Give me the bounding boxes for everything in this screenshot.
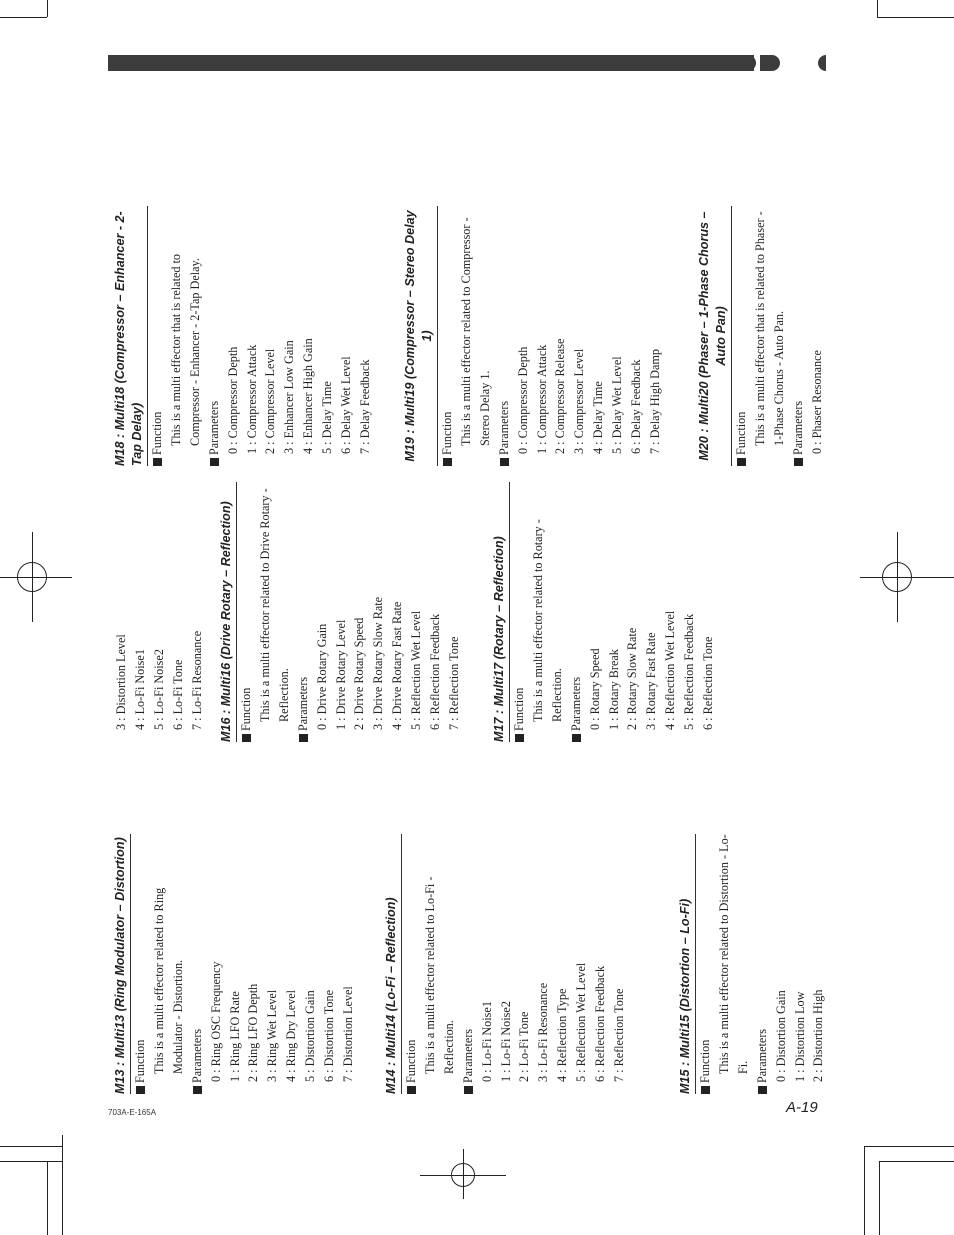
crop-mark xyxy=(0,17,47,18)
parameter-item: 4 : Ring Dry Level xyxy=(284,989,299,1082)
function-label: Function xyxy=(131,834,150,1094)
rotated-content xyxy=(112,94,912,1094)
section-m18 xyxy=(112,206,375,466)
square-bullet-icon xyxy=(407,1086,416,1094)
square-bullet-icon xyxy=(758,1086,767,1094)
crop-mark xyxy=(879,1161,880,1235)
square-bullet-icon xyxy=(136,1086,145,1094)
parameter-item: 1 : Compressor Attack xyxy=(534,344,549,454)
square-bullet-icon xyxy=(737,458,746,466)
parameter-item: 5 : Delay Wet Level xyxy=(610,356,625,454)
function-text: This is a multi effector that is related to Phaser - 1-Phase Chorus - Auto Pan. xyxy=(752,211,786,446)
crop-mark xyxy=(879,1161,954,1162)
square-bullet-icon xyxy=(242,734,251,742)
section-title: M18 : Multi18 (Compressor – Enhancer - 2-Tap Delay) xyxy=(112,206,148,466)
parameter-item: 1 : Ring LFO Rate xyxy=(227,991,242,1082)
parameter-item: 6 : Distortion Tone xyxy=(322,989,337,1082)
parameters-label: Parameters xyxy=(789,206,808,466)
section-m17 xyxy=(491,482,718,742)
function-text: This is a multi effector that is related to Compressor - Enhancer - 2-Tap Delay. xyxy=(168,253,202,446)
square-bullet-icon xyxy=(153,458,162,466)
parameter-item: 5 : Reflection Feedback xyxy=(682,613,697,730)
square-bullet-icon xyxy=(794,458,803,466)
section-m16 xyxy=(218,482,464,742)
parameter-item: 7 : Lo-Fi Resonance xyxy=(189,630,204,730)
parameter-item: 5 : Reflection Wet Level xyxy=(574,962,589,1082)
square-bullet-icon xyxy=(464,1086,473,1094)
crop-mark xyxy=(0,1161,62,1162)
section-title: M13 : Multi13 (Ring Modulator – Distortion) xyxy=(112,834,131,1094)
parameters-label: Parameters xyxy=(567,482,586,742)
parameter-item: 3 : Compressor Level xyxy=(572,348,587,454)
parameter-item: 1 : Distortion Low xyxy=(792,991,807,1082)
parameters-label: Parameters xyxy=(459,834,478,1094)
parameter-item: 1 : Compressor Attack xyxy=(244,344,259,454)
parameter-item: 3 : Lo-Fi Resonance xyxy=(536,982,551,1082)
parameter-item: 4 : Reflection Type xyxy=(555,988,570,1082)
section-m15 xyxy=(677,834,828,1094)
section-title: M14 : Multi14 (Lo-Fi – Reflection) xyxy=(383,834,402,1094)
parameter-item: 1 : Drive Rotary Level xyxy=(333,619,348,730)
section-m14 xyxy=(383,834,629,1094)
section-title: M20 : Multi20 (Phaser – 1-Phase Chorus – Auto Pan) xyxy=(696,206,732,466)
crop-mark xyxy=(0,1146,62,1147)
section-title: M19 : Multi19 (Compressor – Stereo Delay 1) xyxy=(402,206,438,466)
crop-mark xyxy=(864,1146,865,1235)
parameter-item: 2 : Drive Rotary Speed xyxy=(352,617,367,730)
parameter-item: 6 : Reflection Feedback xyxy=(428,613,443,730)
crop-mark xyxy=(62,1135,63,1235)
square-bullet-icon xyxy=(299,734,308,742)
parameter-item: 5 : Distortion Gain xyxy=(303,990,318,1082)
function-text: This is a multi effector related to Distortion - Lo-Fi. xyxy=(716,834,750,1074)
square-bullet-icon xyxy=(193,1086,202,1094)
parameter-item: 2 : Ring LFO Depth xyxy=(246,983,261,1082)
parameter-item: 6 : Reflection Feedback xyxy=(593,965,608,1082)
parameter-list xyxy=(586,482,718,742)
parameter-item: 6 : Delay Wet Level xyxy=(339,356,354,454)
section-title: M16 : Multi16 (Drive Rotary – Reflection) xyxy=(218,482,237,742)
parameters-label: Parameters xyxy=(205,206,224,466)
page-number: A-19 xyxy=(786,1099,818,1116)
section-m19 xyxy=(402,206,665,466)
parameter-item: 4 : Delay Time xyxy=(591,381,606,454)
parameter-item: 3 : Enhancer Low Gain xyxy=(282,340,297,454)
parameter-list xyxy=(207,834,358,1094)
parameter-list xyxy=(112,482,207,742)
parameter-item: 4 : Reflection Wet Level xyxy=(663,610,678,730)
parameter-item: 0 : Compressor Depth xyxy=(515,346,530,454)
parameter-item: 7 : Reflection Tone xyxy=(611,988,626,1082)
parameter-item: 0 : Rotary Speed xyxy=(587,648,602,730)
parameter-item: 0 : Phaser Resonance xyxy=(809,350,824,454)
parameter-item: 5 : Lo-Fi Noise2 xyxy=(151,649,166,730)
parameter-item: 4 : Lo-Fi Noise1 xyxy=(132,649,147,730)
section-m20 xyxy=(696,206,827,466)
function-label: Function xyxy=(696,834,715,1094)
square-bullet-icon xyxy=(500,458,509,466)
parameter-item: 2 : Rotary Slow Rate xyxy=(625,627,640,730)
function-label: Function xyxy=(510,482,529,742)
square-bullet-icon xyxy=(210,458,219,466)
function-label: Function xyxy=(732,206,751,466)
square-bullet-icon xyxy=(701,1086,710,1094)
parameter-item: 3 : Ring Wet Level xyxy=(265,989,280,1082)
parameter-item: 7 : Delay High Damp xyxy=(647,349,662,454)
parameter-item: 6 : Lo-Fi Tone xyxy=(170,659,185,730)
parameter-list xyxy=(772,834,829,1094)
section-m13 xyxy=(112,834,358,1094)
crop-mark xyxy=(864,1146,954,1147)
header-pill xyxy=(760,55,780,71)
parameter-item: 2 : Lo-Fi Tone xyxy=(517,1011,532,1082)
crop-mark xyxy=(877,0,878,17)
crop-mark xyxy=(47,1161,48,1235)
parameter-item: 2 : Compressor Release xyxy=(553,338,568,454)
parameters-label: Parameters xyxy=(753,834,772,1094)
parameter-item: 3 : Rotary Fast Rate xyxy=(644,632,659,730)
registration-mark-icon xyxy=(32,532,33,622)
parameter-item: 7 : Reflection Tone xyxy=(446,636,461,730)
parameter-item: 3 : Distortion Level xyxy=(114,634,128,730)
function-label: Function xyxy=(148,206,167,466)
header-bar xyxy=(108,55,754,71)
parameter-list xyxy=(514,206,665,466)
function-text: This is a multi effector related to Rotary - Reflection. xyxy=(530,519,564,722)
parameter-item: 2 : Compressor Level xyxy=(263,348,278,454)
registration-mark-icon xyxy=(463,1149,464,1199)
parameter-item: 3 : Drive Rotary Slow Rate xyxy=(371,596,386,730)
parameter-item: 5 : Delay Time xyxy=(320,381,335,454)
parameter-item: 0 : Distortion Gain xyxy=(773,990,788,1082)
parameter-item: 1 : Lo-Fi Noise2 xyxy=(498,1001,513,1082)
function-label: Function xyxy=(438,206,457,466)
registration-mark-icon xyxy=(0,577,72,578)
function-text: This is a multi effector related to Ring Modulator - Distortion. xyxy=(151,887,185,1074)
parameter-item: 1 : Rotary Break xyxy=(606,649,621,730)
parameter-list xyxy=(313,482,464,742)
parameter-item: 4 : Drive Rotary Fast Rate xyxy=(390,601,405,730)
parameter-item: 0 : Compressor Depth xyxy=(225,346,240,454)
document-code: 703A-E-165A xyxy=(108,1108,157,1117)
parameter-item: 7 : Delay Feedback xyxy=(357,359,372,454)
parameter-list xyxy=(224,206,375,466)
header-pill xyxy=(740,55,756,71)
parameter-item: 6 : Delay Feedback xyxy=(629,359,644,454)
parameters-label: Parameters xyxy=(294,482,313,742)
square-bullet-icon xyxy=(572,734,581,742)
parameter-item: 4 : Enhancer High Gain xyxy=(301,338,316,454)
function-text: This is a multi effector related to Compressor - Stereo Delay 1. xyxy=(458,217,492,446)
header-pill xyxy=(818,55,826,71)
parameter-list xyxy=(808,206,827,466)
parameter-list xyxy=(478,834,629,1094)
function-label: Function xyxy=(237,482,256,742)
square-bullet-icon xyxy=(443,458,452,466)
parameter-item: 7 : Distortion Level xyxy=(340,986,355,1082)
function-text: This is a multi effector related to Lo-Fi - Reflection. xyxy=(422,876,456,1074)
parameter-item: 0 : Drive Rotary Gain xyxy=(314,623,329,730)
parameter-item: 6 : Reflection Tone xyxy=(701,636,716,730)
square-bullet-icon xyxy=(515,734,524,742)
parameter-item: 5 : Reflection Wet Level xyxy=(409,610,424,730)
parameter-item: 2 : Distortion High xyxy=(811,989,826,1082)
crop-mark xyxy=(47,0,48,17)
parameter-item: 0 : Lo-Fi Noise1 xyxy=(479,1001,494,1082)
crop-mark xyxy=(877,17,954,18)
section-title: M15 : Multi15 (Distortion – Lo-Fi) xyxy=(677,834,696,1094)
parameter-item: 0 : Ring OSC Frequency xyxy=(208,961,223,1082)
parameters-label: Parameters xyxy=(495,206,514,466)
parameters-label: Parameters xyxy=(188,834,207,1094)
function-text: This is a multi effector related to Drive Rotary - Reflection. xyxy=(257,488,291,722)
section-title: M17 : Multi17 (Rotary – Reflection) xyxy=(491,482,510,742)
function-label: Function xyxy=(402,834,421,1094)
